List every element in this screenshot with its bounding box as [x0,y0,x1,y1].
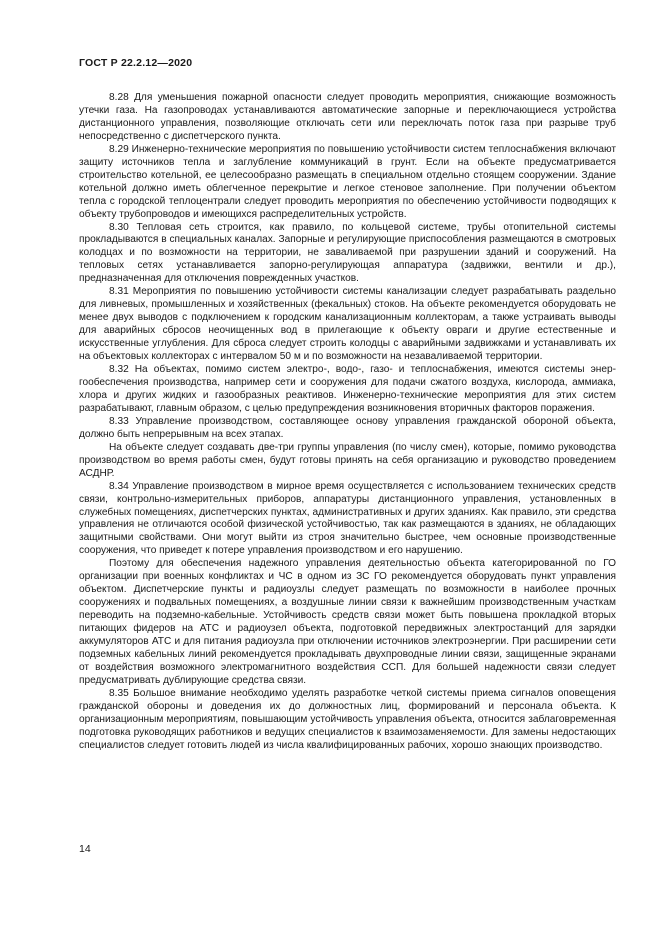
paragraph-8-30: 8.30 Тепловая сеть строится, как правило, по кольцевой системе, трубы отопительной системы прокладываются в специальных каналах. Запорные и регулирующие приспособления размещаются в смотровых колодцах и по возможности на территории, не заваливаемой при разрушении зданий и сооружений. На тепловых сетях устанавливается запорно-регулирующая аппаратура (задвижки, вентили и др.), предназначенная для отключения поврежденных участков. [79,221,616,285]
document-body [79,92,616,753]
paragraph-8-33: 8.33 Управление производством, составляющее основу управления гражданской обороной объекта, должно быть непрерывным на всех этапах. [79,415,616,440]
paragraph-8-29: 8.29 Инженерно-технические мероприятия по повышению устойчивости систем теплоснабжения включают защиту источников тепла и заглубление коммуникаций в грунт. Если на объекте предусматривается строительство котельной, ее целесообразно размещать в специальном отдельно стоящем сооружении. Здание котельной должно иметь облегченное перекрытие и легкое стеновое заполнение. При получении объектом тепла с городской теплоцентрали следует проводить мероприятия по обеспечению устойчивости подводящих к объекту трубопроводов и имеющихся распределительных устройств. [79,143,616,220]
paragraph-8-28: 8.28 Для уменьшения пожарной опасности следует проводить мероприятия, снижающие возможность утечки газа. На газопроводах устанавливаются автоматические запорные и переключающиеся устройства дистанционного управления, позволяющие отключать сети или переключать поток газа при разрыве труб непосредственно с диспетчерского пункта. [79,92,616,142]
paragraph-8-34-continued: Поэтому для обеспечения надежного управления деятельностью объекта категорированной по ГО организации при военных конфликтах и ЧС в одном из ЗС ГО рекомендуется оборудовать пункт управления объектом. Диспетчерские пункты и радиоузлы следует размещать по возможности в наиболее прочных сооружениях и подвальных помещениях, а воздушные линии связи к важнейшим производственным участкам переводить на подземно-кабельные. Устойчивость средств связи может быть повышена прокладкой вторых питающих фидеров на АТС и радиоузел объекта, подготовкой передвижных электростанций для зарядки аккумуляторов АТС и для питания радиоузла при отключении источников электроэнергии. При расширении сети подземных кабельных линий рекомендуется прокладывать двухпроводные линии связи, защищенные экранами от воздействия возможного электромагнитного воздействия ССП. Для большей надежности связи следует предусматривать дублирующие средства связи. [79,558,616,686]
paragraph-8-31: 8.31 Мероприятия по повышению устойчивости системы канализации следует разрабатывать раздельно для ливневых, промышленных и хозяйственных (фекальных) стоков. На объекте рекомендуется оборудовать не менее двух выводов с подключением к городским канализационным коллекторам, а также устраивать выводы для аварийных сбросов неочищенных вод в прилегающие к объекту овраги и другие естественные и искусственные углубления. Для сброса следует строить колодцы с аварийными задвижками и устанавливать их на объектовых коллекторах с интервалом 50 м и по возможности на незаваливаемой территории. [79,286,616,363]
page-number: 14 [79,843,91,855]
paragraph-8-33-continued: На объекте следует создавать две-три группы управления (по числу смен), которые, помимо руководства производством во время работы смен, будут готовы принять на себя организацию и руководство проведением АСДНР. [79,441,616,479]
document-header-title: ГОСТ Р 22.2.12—2020 [79,57,193,69]
paragraph-8-35: 8.35 Большое внимание необходимо уделять разработке четкой системы приема сигналов оповещения гражданской обороны и доведения их до должностных лиц, формирований и персонала объекта. К организационным мероприятиям, повышающим устойчивость управления объекта, относится заблаговременная подготовка руководящих работников и ведущих специалистов к взаимозаменяемости. Для замены недостающих специалистов следует готовить людей из числа квалифицированных рабочих, хорошо знающих производство. [79,687,616,751]
paragraph-8-34: 8.34 Управление производством в мирное время осуществляется с использованием технических средств связи, контрольно-измерительных приборов, аппаратуры дистанционного управления, установленных в служебных помещениях, диспетчерских пунктах, административных и других зданиях. Как правило, эти средства управления не отличаются особой физической устойчивостью, так как размещаются в зданиях, не обладающих защитными свойствами. Они могут выйти из строя значительно быстрее, чем основные производственные сооружения, что приведет к потере управления производством и его нарушению. [79,480,616,557]
paragraph-8-32: 8.32 На объектах, помимо систем электро-, водо-, газо- и теплоснабжения, имеются системы энергообеспечения производства, например сети и сооружения для подачи сжатого воздуха, кислорода, аммиака, хлора и других жидких и газообразных реактивов. Инженерно-технические мероприятия для этих систем разрабатывают, главным образом, с целью предупреждения возникновения вторичных факторов поражения. [79,364,616,414]
